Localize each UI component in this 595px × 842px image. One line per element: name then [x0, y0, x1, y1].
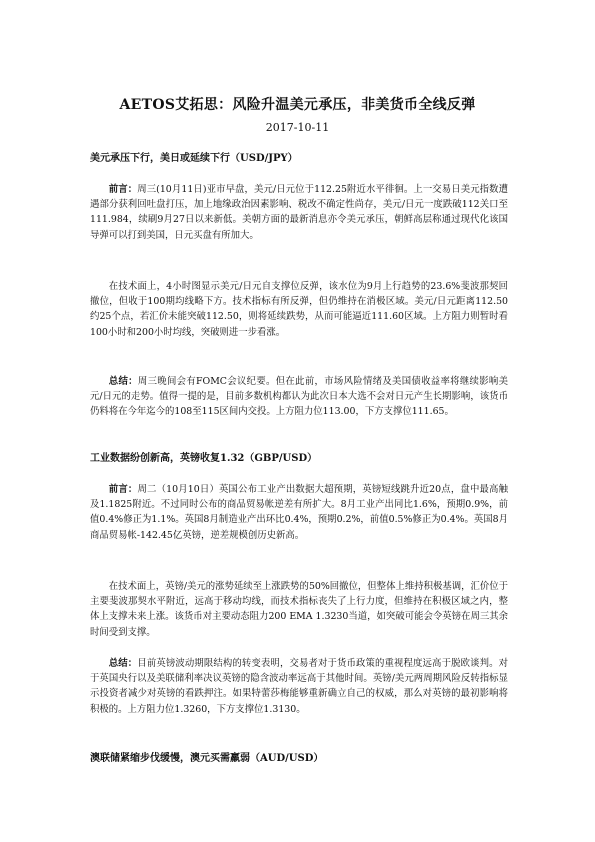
section-heading-usdjpy: 美元承压下行，美日或延续下行（USD/JPY）	[90, 153, 298, 164]
paragraph-text: 在技术面上，4小时图显示美元/日元自支撑位反弹，该水位为9月上行趋势的23.6%斐波那契回撤位，但收于100期均线略下方。技术指标有所反弹，但仍维持在消极区域。美元/日元距离112.50约25个点，若汇价未能突破112.50，则将延续跌势，从而可能逼近111.60区域。上方阻力则暂时看100小时和200小时均线，突破则进一步看涨。	[90, 281, 508, 338]
paragraph-label: 总结：	[108, 376, 138, 387]
paragraph-label: 前言：	[108, 484, 138, 495]
paragraph-gbpusd-intro	[90, 482, 508, 543]
section-heading-audusd: 澳联储紧缩步伐缓慢，澳元买需羸弱（AUD/USD）	[90, 753, 324, 764]
paragraph-gbpusd-summary	[90, 656, 508, 717]
document-date: 2017-10-11	[265, 121, 330, 134]
paragraph-label: 前言：	[108, 184, 138, 195]
section-heading-gbpusd: 工业数据纷创新高，英镑收复1.32（GBP/USD）	[90, 453, 318, 464]
paragraph-text: 目前英镑波动期限结构的转变表明，交易者对于货币政策的重视程度远高于脱欧谈判。对于英国央行以及美联储利率决议英镑的隐含波动率远高于其他时间。英镑/美元两周期风险反转指标显示投资者减少对英镑的看跌押注。如果特蕾莎梅能够重新确立自己的权威，那么对英镑的最初影响将积极的。上方阻力位1.3260，下方支撑位1.3130。	[90, 658, 508, 715]
paragraph-text: 周三晚间会有FOMC会议纪要。但在此前，市场风险情绪及美国债收益率将继续影响美元/日元的走势。值得一提的是，目前多数机构都认为此次日本大选不会对日元产生长期影响，该货币仍料将在今年迄今的108至115区间内交投。上方阻力位113.00，下方支撑位111.65。	[90, 376, 508, 418]
paragraph-label: 总结：	[108, 658, 138, 669]
paragraph-usdjpy-technical	[90, 279, 508, 340]
paragraph-text: 在技术面上，英镑/美元的涨势延续至上涨跌势的50%回撤位，但整体上维持积极基调，汇价位于主要斐波那契水平附近，远高于移动均线，而技术指标丧失了上行力度，但维持在积极区域之内，整体上支撑未来上涨。该货币对主要动态阻力200 EMA 1.3230当道，如突破可能会令英镑在周三其余时间受到支撑。	[90, 581, 508, 638]
paragraph-text: 周三(10月11日)亚市早盘，美元/日元位于112.25附近水平徘徊。上一交易日美元指数遭遇部分获利回吐盘打压，加上地缘政治因素影响、税改不确定性尚存，美元/日元一度跌破112关口至111.984，续刷9月27日以来新低。美朝方面的最新消息亦令美元承压，朝鲜高层称通过现代化该国导弹可以打到美国，日元买盘有所加大。	[90, 184, 508, 241]
document-title: AETOS艾拓思：风险升温美元承压，非美货币全线反弹	[119, 97, 476, 113]
paragraph-text: 周二（10月10日）英国公布工业产出数据大超预期，英镑短线跳升近20点，盘中最高触及1.1825附近。不过同时公布的商品贸易帐逆差有所扩大。8月工业产出同比1.6%，预期0.9%，前值0.4%修正为1.1%。英国8月制造业产出环比0.4%，预期0.2%，前值0.5%修正为0.4%。英国8月商品贸易帐-142.45亿英镑，逆差规模创历史新高。	[90, 484, 508, 541]
paragraph-usdjpy-intro	[90, 182, 508, 243]
paragraph-usdjpy-summary	[90, 374, 508, 420]
paragraph-gbpusd-technical	[90, 579, 508, 640]
